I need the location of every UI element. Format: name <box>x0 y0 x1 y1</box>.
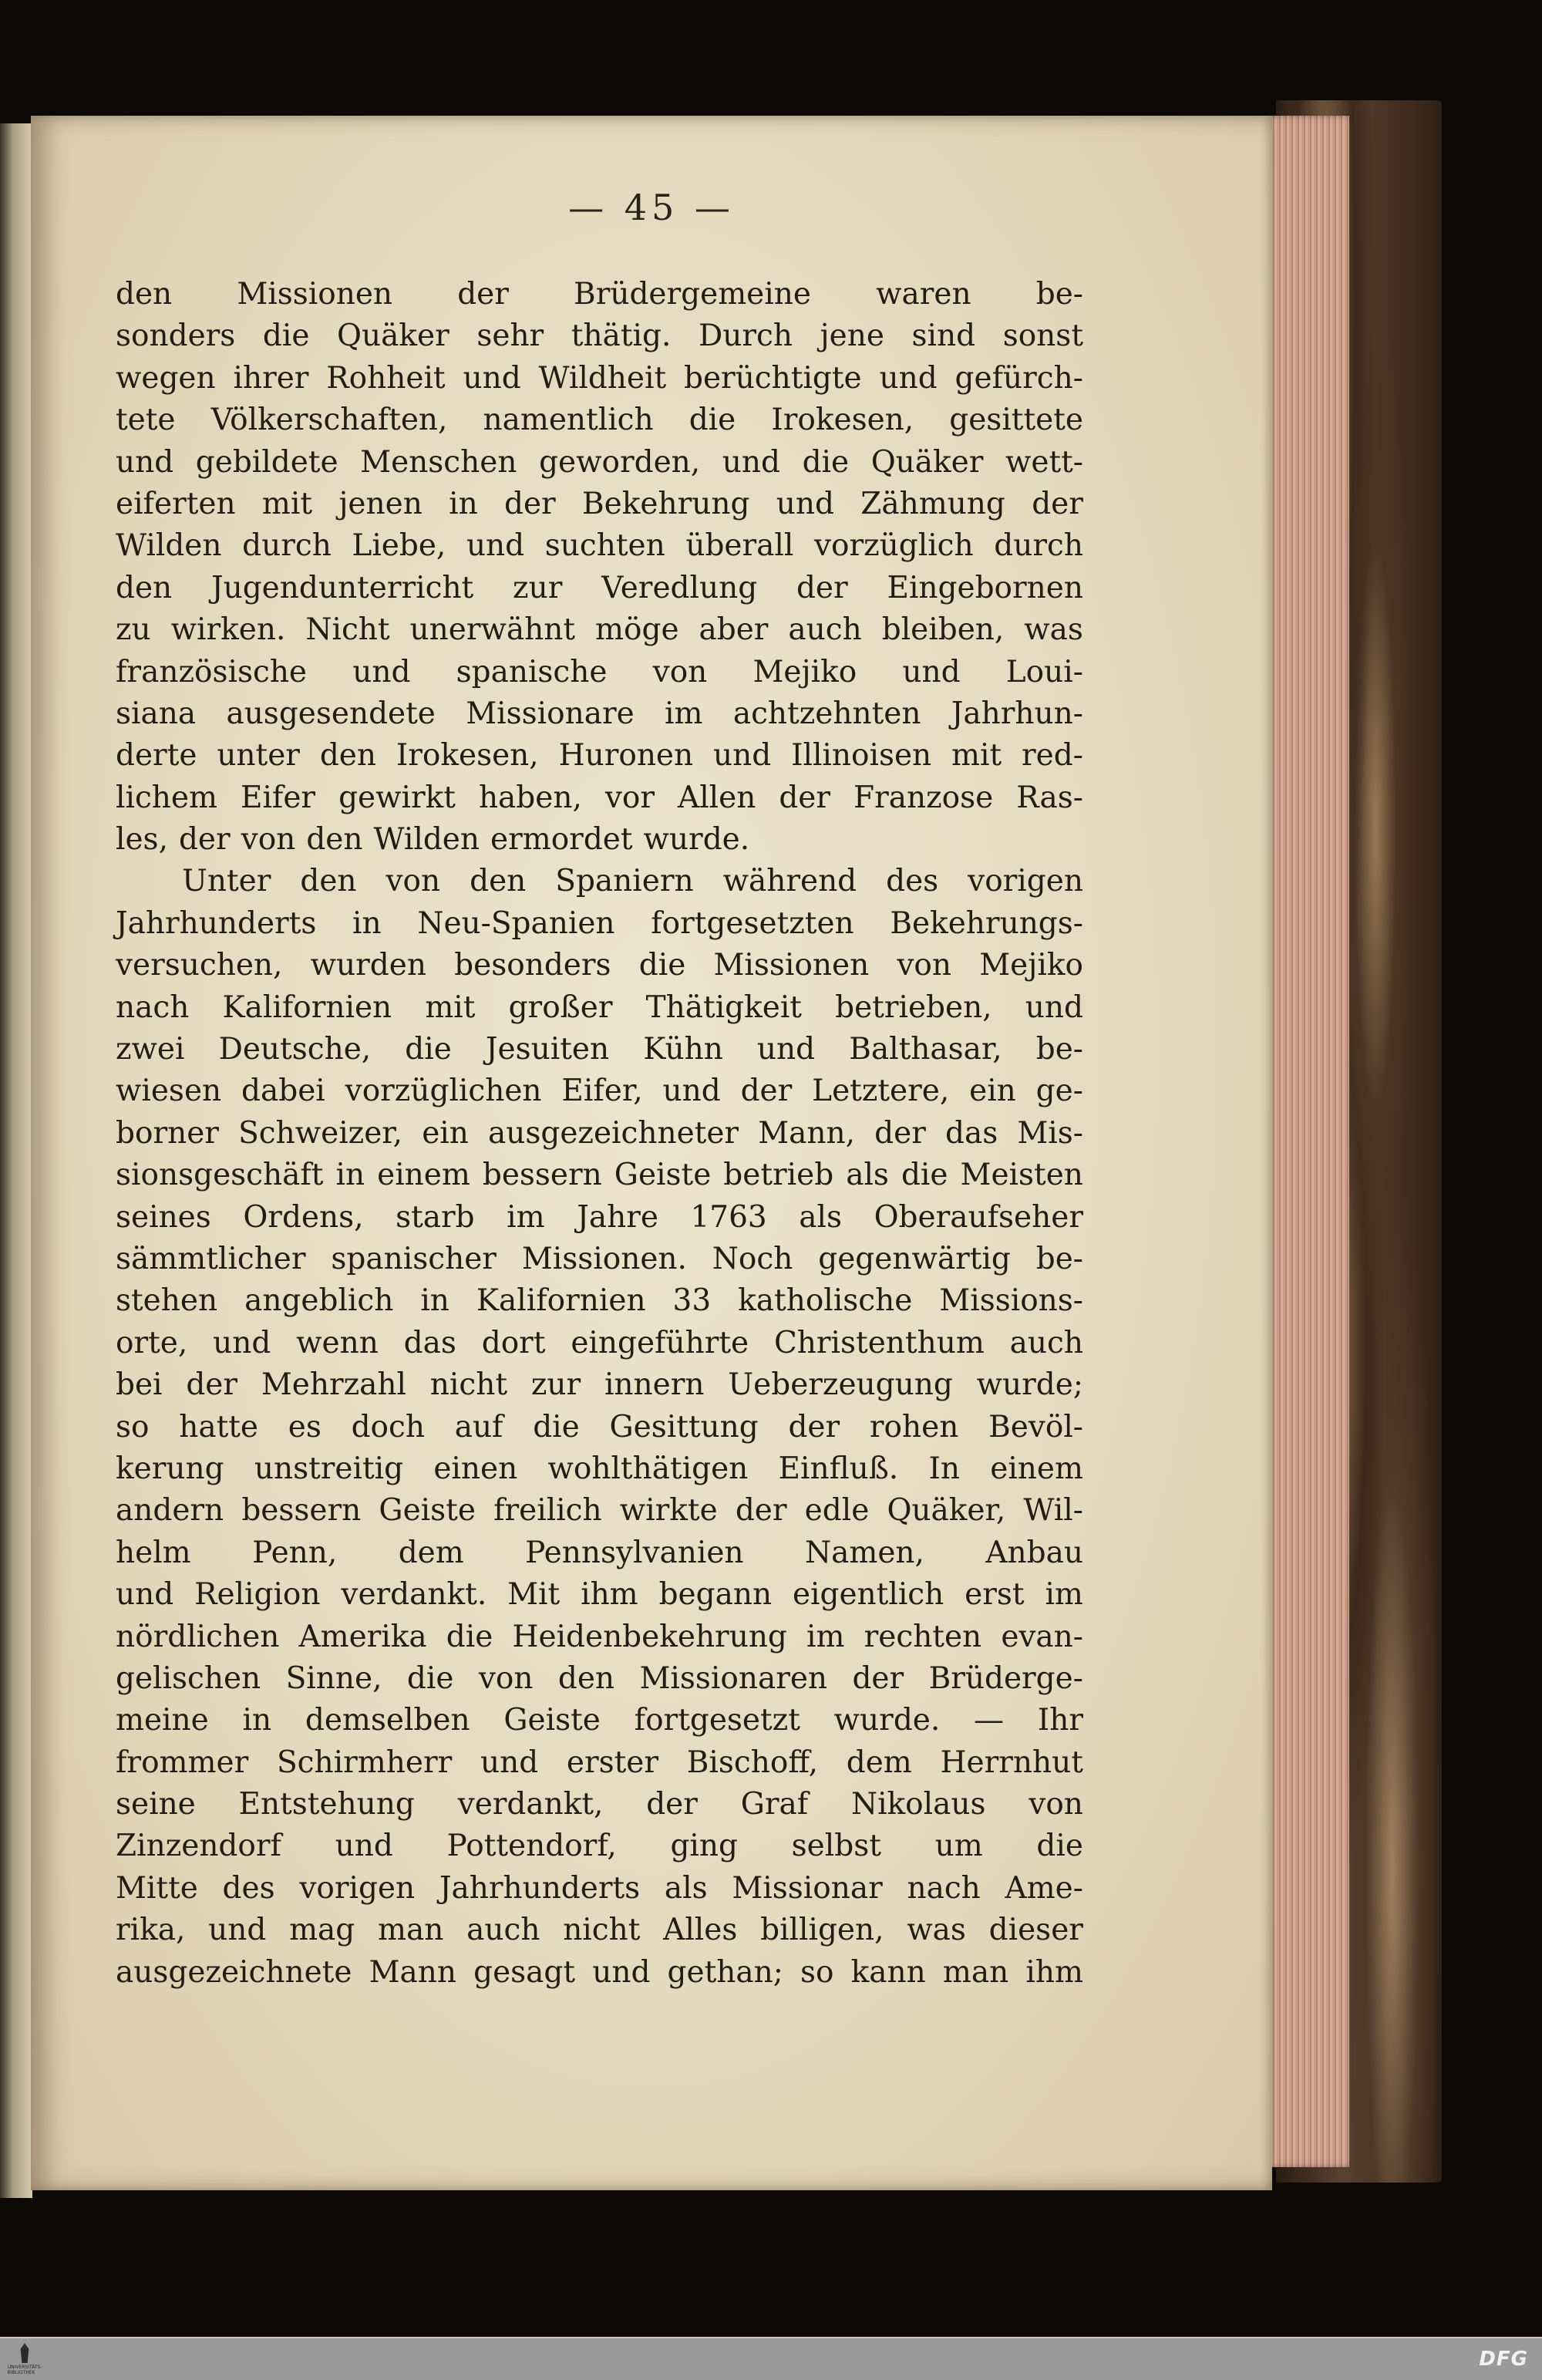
page-text <box>116 274 1083 1994</box>
text-line: Unter den von den Spaniern während des vorigen <box>182 864 1083 899</box>
text-line: Wilden durch Liebe, und suchten überall vorzüglich durch <box>116 528 1083 564</box>
text-line: lichem Eifer gewirkt haben, vor Allen der Franzose Ras- <box>116 780 1083 815</box>
text-line: bei der Mehrzahl nicht zur innern Ueberzeugung wurde; <box>116 1367 1083 1403</box>
text-line: seines Ordens, starb im Jahre 1763 als Oberaufseher <box>116 1199 1083 1235</box>
text-line: stehen angeblich in Kalifornien 33 katholische Missions- <box>116 1283 1083 1319</box>
text-line: kerung unstreitig einen wohlthätigen Einfluß. In einem <box>116 1451 1083 1486</box>
text-line: zwei Deutsche, die Jesuiten Kühn und Balthasar, be- <box>116 1032 1083 1067</box>
text-line: derte unter den Irokesen, Huronen und Illinoisen mit red- <box>116 738 1083 774</box>
text-line: nach Kalifornien mit großer Thätigkeit betrieben, und <box>116 989 1083 1025</box>
text-line: borner Schweizer, ein ausgezeichneter Mann, der das Mis- <box>116 1115 1083 1151</box>
text-line: sionsgeschäft in einem bessern Geiste betrieb als die Meisten <box>116 1158 1083 1193</box>
text-line: Mitte des vorigen Jahrhunderts als Missionar nach Ame- <box>116 1870 1083 1906</box>
page-edges <box>1264 116 1349 2167</box>
viewer-footer <box>0 2337 1542 2380</box>
text-line: und Religion verdankt. Mit ihm begann eigentlich erst im <box>116 1577 1083 1613</box>
text-line: wiesen dabei vorzüglichen Eifer, und der Letztere, ein ge- <box>116 1074 1083 1109</box>
text-line: sonders die Quäker sehr thätig. Durch jene sind sonst <box>116 319 1083 354</box>
text-line: rika, und mag man auch nicht Alles billigen, was dieser <box>116 1913 1083 1948</box>
text-line: eiferten mit jenen in der Bekehrung und Zähmung der <box>116 486 1083 521</box>
text-line: les, der von den Wilden ermordet wurde. <box>116 822 750 858</box>
library-crest-icon <box>18 2343 32 2363</box>
text-line: seine Entstehung verdankt, der Graf Nikolaus von <box>116 1787 1083 1822</box>
text-line: siana ausgesendete Missionare im achtzehnten Jahrhun- <box>116 696 1083 731</box>
text-line: den Jugendunterricht zur Veredlung der Eingebornen <box>116 570 1083 605</box>
text-line: französische und spanische von Mejiko und Loui- <box>116 654 1083 689</box>
text-line: den Missionen der Brüdergemeine waren be- <box>116 277 1083 312</box>
text-line: meine in demselben Geiste fortgesetzt wurde. — Ihr <box>116 1703 1083 1738</box>
page-number: — 45 — <box>568 187 735 228</box>
library-logo-label: UNIVERSITÄTS-BIBLIOTHEK <box>7 2365 42 2375</box>
text-line: und gebildete Menschen geworden, und die Quäker wett- <box>116 444 1083 480</box>
text-line: Zinzendorf und Pottendorf, ging selbst um die <box>116 1829 1083 1864</box>
text-line: Jahrhunderts in Neu-Spanien fortgesetzten Bekehrungs- <box>116 905 1083 941</box>
left-page-edge <box>0 123 32 2198</box>
dfg-logo: DFG <box>1479 2348 1528 2371</box>
text-line: sämmtlicher spanischer Missionen. Noch gegenwärtig be- <box>116 1241 1083 1276</box>
text-line: tete Völkerschaften, namentlich die Irokesen, gesittete <box>116 403 1083 438</box>
text-line: so hatte es doch auf die Gesittung der rohen Bevöl- <box>116 1409 1083 1445</box>
text-line: gelischen Sinne, die von den Missionaren der Brüderge- <box>116 1660 1083 1696</box>
text-line: zu wirken. Nicht unerwähnt möge aber auch bleiben, was <box>116 612 1083 648</box>
text-line: orte, und wenn das dort eingeführte Christenthum auch <box>116 1325 1083 1360</box>
text-line: frommer Schirmherr und erster Bischoff, dem Herrnhut <box>116 1745 1083 1780</box>
text-line: wegen ihrer Rohheit und Wildheit berüchtigte und gefürch- <box>116 360 1083 396</box>
book-page <box>31 116 1272 2190</box>
text-line: andern bessern Geiste freilich wirkte der edle Quäker, Wil- <box>116 1493 1083 1529</box>
text-line: nördlichen Amerika die Heidenbekehrung im rechten evan- <box>116 1619 1083 1654</box>
text-line: versuchen, wurden besonders die Missionen von Mejiko <box>116 948 1083 983</box>
text-line: helm Penn, dem Pennsylvanien Namen, Anbau <box>116 1535 1083 1570</box>
text-line: ausgezeichnete Mann gesagt und gethan; so kann man ihm <box>116 1954 1083 1990</box>
library-logo <box>8 2343 42 2375</box>
